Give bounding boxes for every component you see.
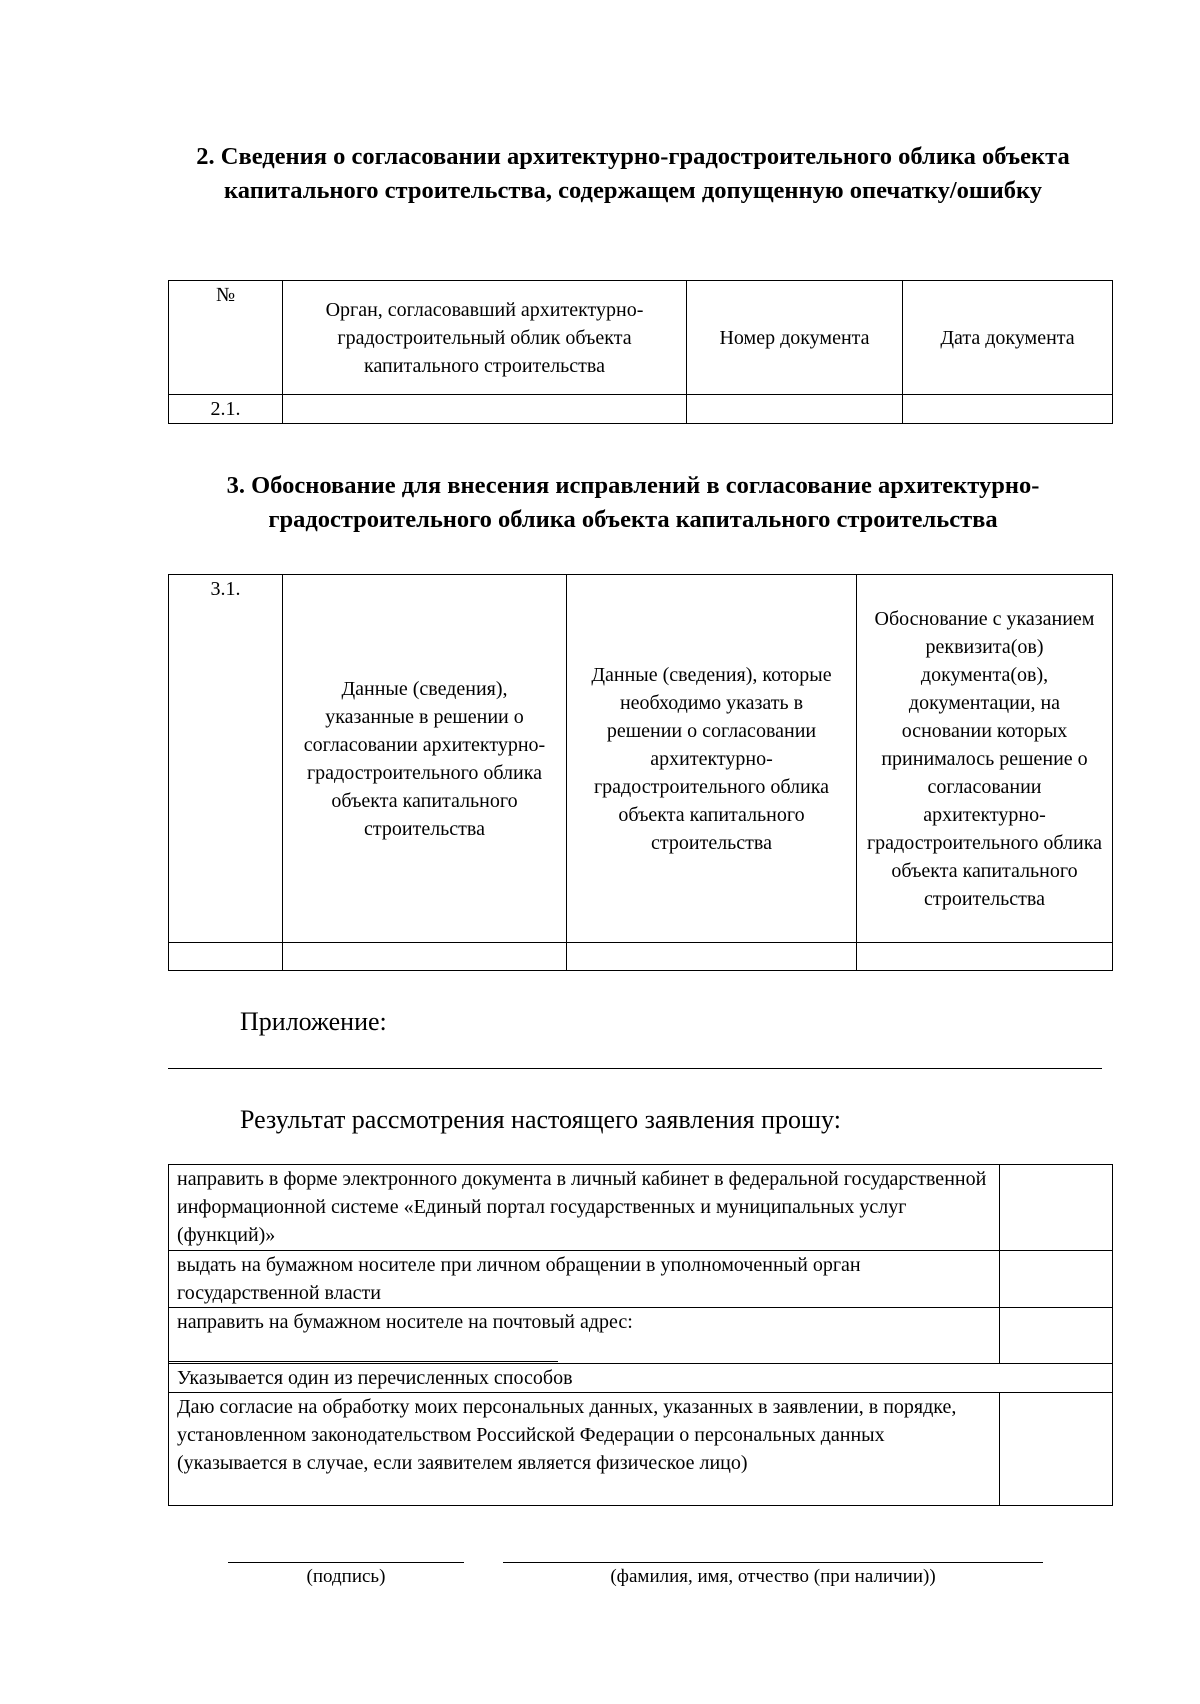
section3-current-data-cell[interactable] (283, 943, 567, 971)
section3-title: 3. Обоснование для внесения исправлений в согласование архитектурно-градостроительного облика объекта капитального строительства (226, 472, 1040, 533)
section3-justification-cell[interactable] (857, 943, 1113, 971)
section3-row-number: 3.1. (169, 575, 283, 943)
section3-header-current-data: Данные (сведения), указанные в решении о согласовании архитектурно-градостроительного облика объекта капитального строительства (283, 575, 567, 943)
full-name-line[interactable] (503, 1562, 1043, 1563)
section2-organ-cell[interactable] (283, 395, 687, 424)
full-name-caption: (фамилия, имя, отчество (при наличии)) (610, 1566, 936, 1587)
option-paper-by-mail-checkbox[interactable] (1000, 1308, 1113, 1364)
postal-address-input-line[interactable] (168, 1361, 558, 1362)
option-paper-in-person-checkbox[interactable] (1000, 1251, 1113, 1308)
delivery-method-note: Указывается один из перечисленных способов (169, 1364, 1113, 1393)
option-paper-by-mail-text: направить на бумажном носителе на почтовый адрес: (169, 1308, 1000, 1364)
option-electronic-checkbox[interactable] (1000, 1165, 1113, 1251)
section2-doc-number-cell[interactable] (687, 395, 903, 424)
section3-empty-number-cell[interactable] (169, 943, 283, 971)
section3-required-data-cell[interactable] (567, 943, 857, 971)
section2-row-number: 2.1. (169, 395, 283, 424)
section3-header-required-data: Данные (сведения), которые необходимо указать в решении о согласовании архитектурно-градостроительного облика объекта капитального строительства (567, 575, 857, 943)
personal-data-consent-checkbox[interactable] (1000, 1393, 1113, 1506)
section2-header-organ: Орган, согласовавший архитектурно-градостроительный облик объекта капитального строительства (283, 281, 687, 395)
personal-data-consent-text: Даю согласие на обработку моих персональных данных, указанных в заявлении, в порядке, установленном законодательством Российской Федерации о персональных данных (указывается в случае, если заявителем является физическое лицо) (169, 1393, 1000, 1506)
section3-table (168, 574, 1113, 971)
signature-caption: (подпись) (306, 1566, 386, 1587)
section2-title: 2. Сведения о согласовании архитектурно-градостроительного облика объекта капитального строительства, содержащем допущенную опечатку/ошибку (196, 143, 1070, 204)
section2-header-number: № (169, 281, 283, 395)
appendix-input-line[interactable] (168, 1068, 1102, 1069)
section2-doc-date-cell[interactable] (903, 395, 1113, 424)
section2-header-doc-number: Номер документа (687, 281, 903, 395)
result-options-table (168, 1164, 1113, 1506)
signature-line[interactable] (228, 1562, 464, 1563)
section3-header-justification: Обоснование с указанием реквизита(ов) документа(ов), документации, на основании которых принималось решение о согласовании архитектурно-градостроительного облика объекта капитального строительства (857, 575, 1113, 943)
option-paper-in-person-text: выдать на бумажном носителе при личном обращении в уполномоченный орган государственной власти (169, 1251, 1000, 1308)
option-electronic-text: направить в форме электронного документа в личный кабинет в федеральной государственной информационной системе «Единый портал государственных и муниципальных услуг (функций)» (169, 1165, 1000, 1251)
result-label: Результат рассмотрения настоящего заявления прошу: (240, 1105, 841, 1134)
section2-table (168, 280, 1113, 424)
appendix-label: Приложение: (240, 1007, 387, 1036)
section2-header-doc-date: Дата документа (903, 281, 1113, 395)
